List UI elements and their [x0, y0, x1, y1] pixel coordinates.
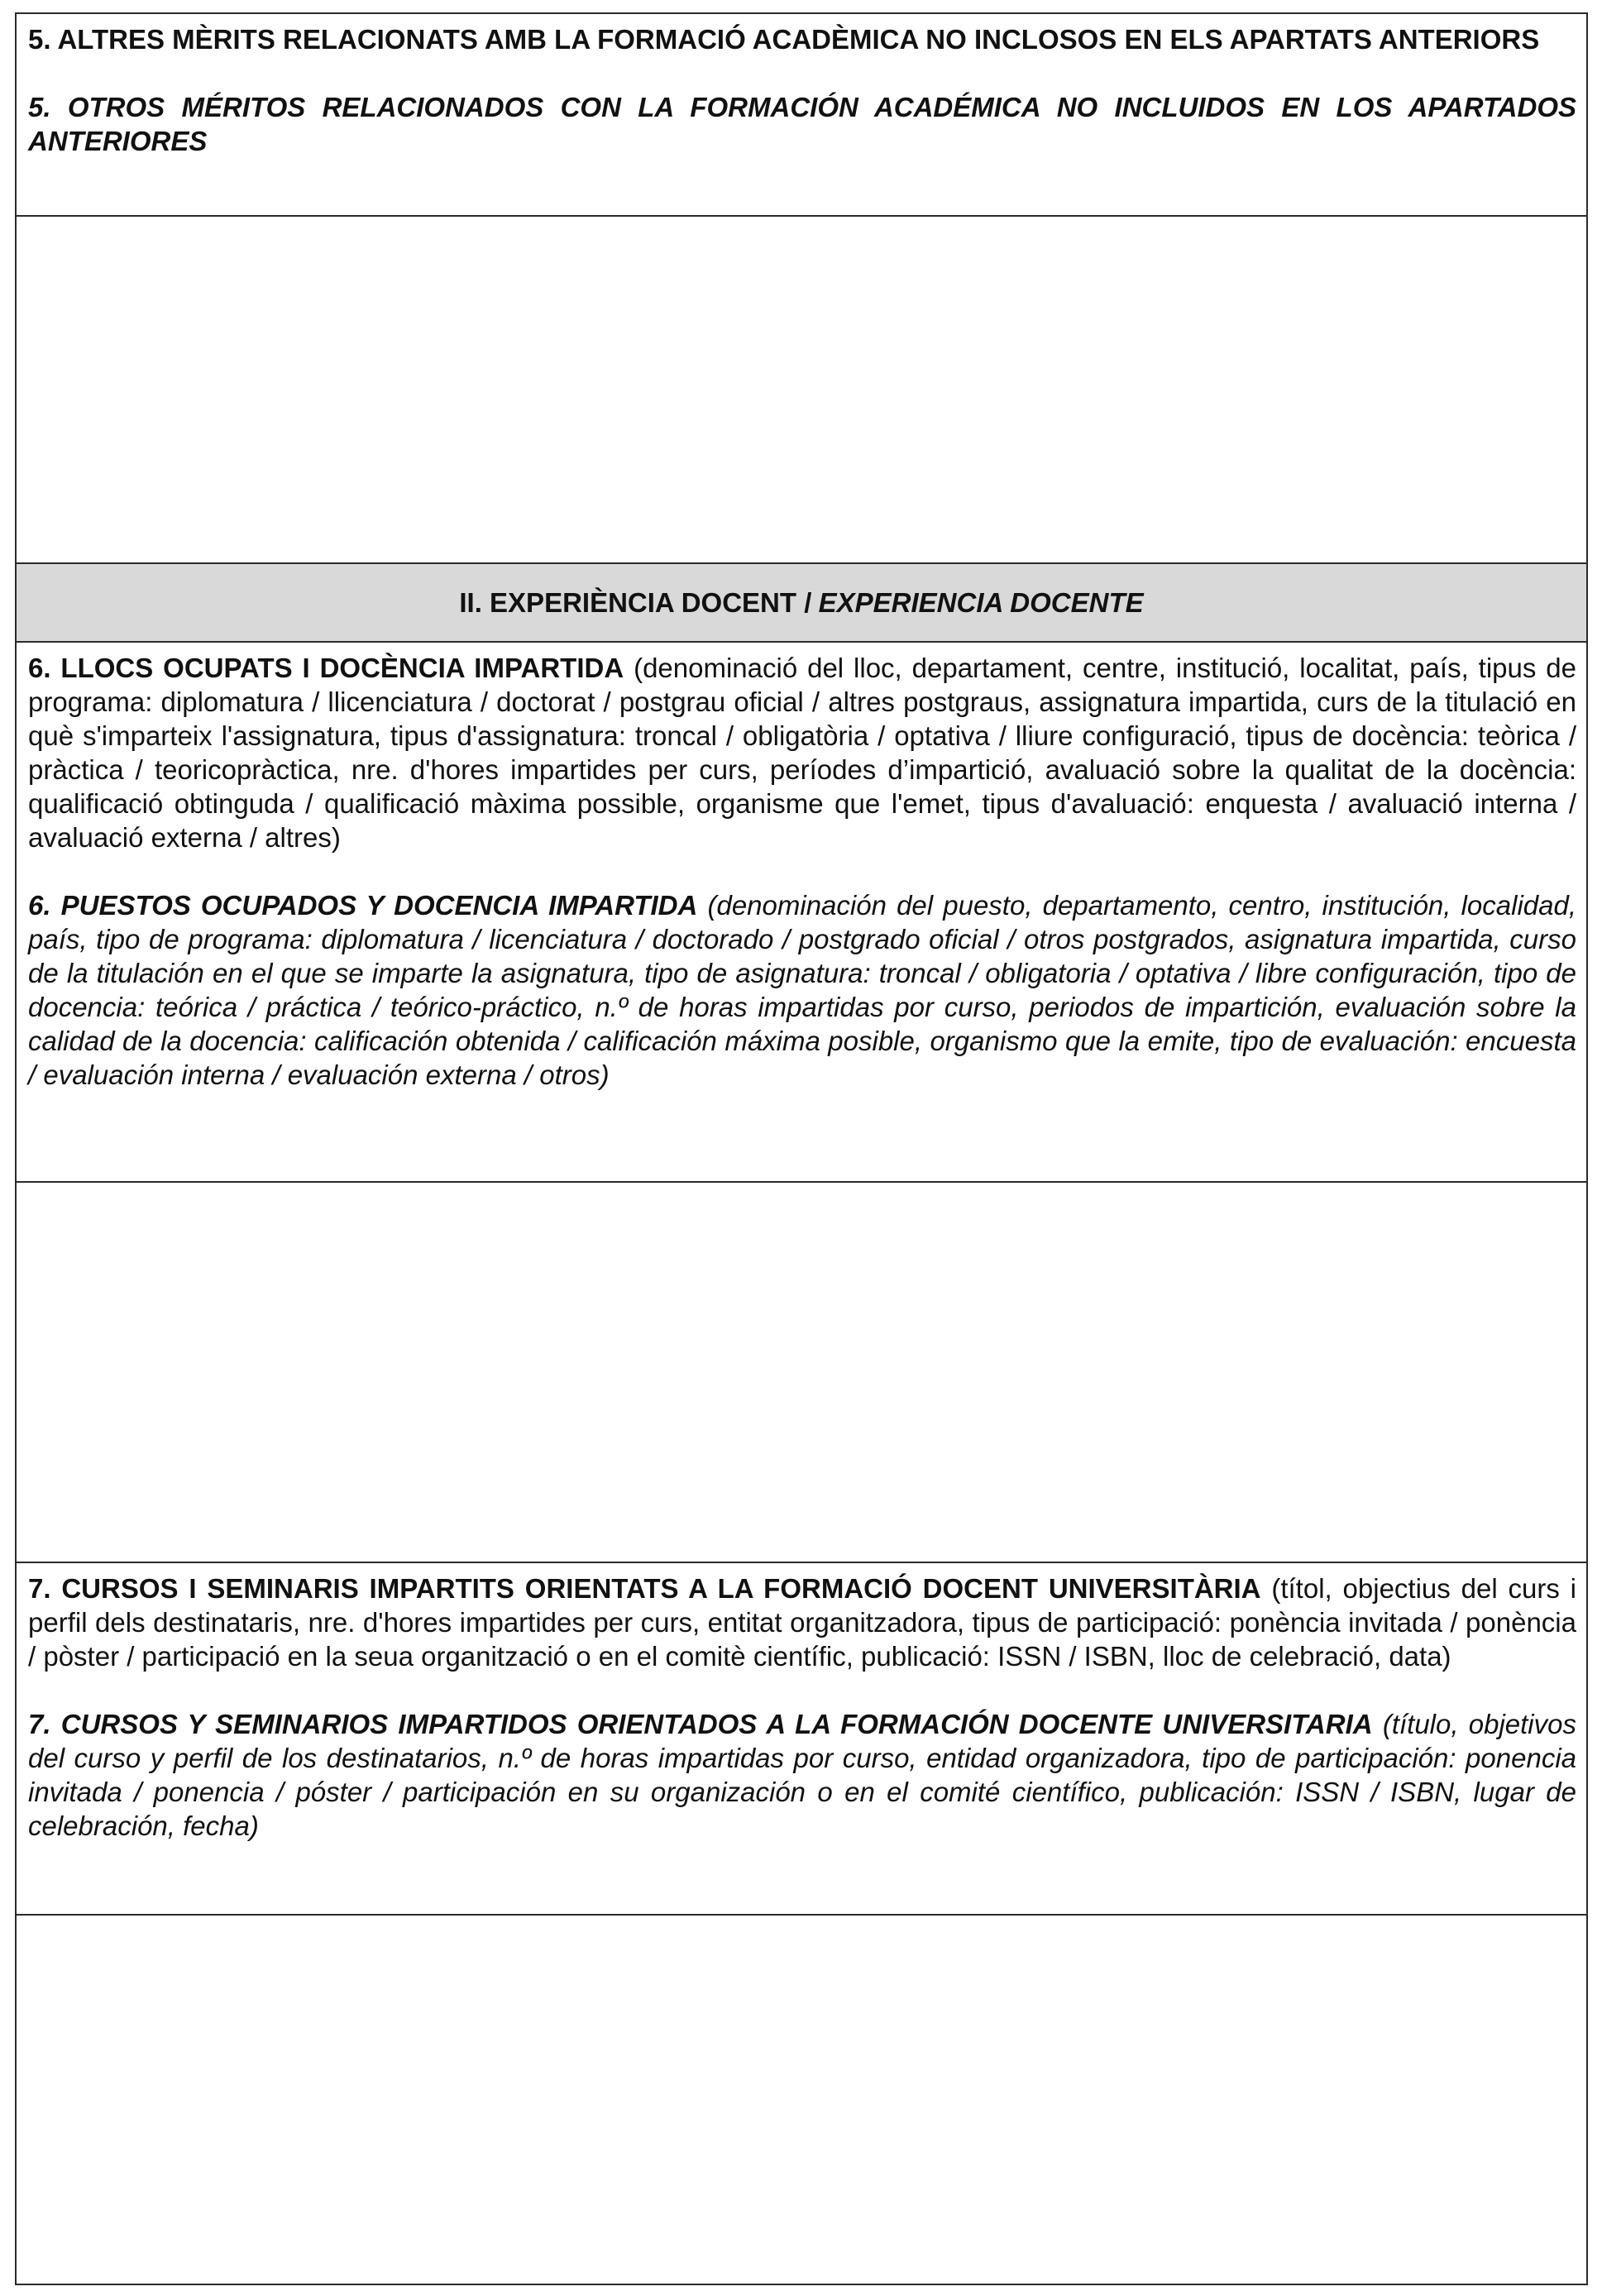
section-5-answer-area[interactable] [17, 217, 1586, 564]
section-7-heading-catalan: 7. CURSOS I SEMINARIS IMPARTITS ORIENTATS A LA FORMACIÓ DOCENT UNIVERSITÀRIA [28, 1573, 1261, 1604]
section-7-description-spanish: (título, objetivos del curso y perfil de los destinatarios, n.º de horas impartidas por curso, entidad organizadora, tipo de participación: ponencia invitada / ponencia / póster / participación en su organización o en el comité científico, publicación: ISSN / ISBN, lugar de celebración, fecha) [28, 1709, 1576, 1841]
section-7-text-catalan [28, 1571, 1576, 1673]
section-ii-header [17, 564, 1586, 643]
section-6-heading-catalan: 6. LLOCS OCUPATS I DOCÈNCIA IMPARTIDA [28, 653, 624, 683]
section-6-text-catalan [28, 651, 1576, 854]
cv-form-page [15, 12, 1588, 2285]
section-6-description-spanish: (denominación del puesto, departamento, centro, institución, localidad, país, tipo de programa: diplomatura / licenciatura / doctorado / postgrado oficial / otros postgrados, asignatura impartida, curso de la titulación en el que se imparte la asignatura, tipo de asignatura: troncal / obligatoria / optativa / libre configuración, tipo de docencia: teórica / práctica / teórico-práctico, n.º de horas impartidas por curso, periodos de impartición, evaluación sobre la calidad de la docencia: calificación obtenida / calificación máxima posible, organismo que la emite, tipo de evaluación: encuesta / evaluación interna / evaluación externa / otros) [28, 890, 1577, 1090]
section-ii-title-catalan: II. EXPERIÈNCIA DOCENT / [459, 586, 812, 618]
section-6-heading-spanish: 6. PUESTOS OCUPADOS Y DOCENCIA IMPARTIDA [28, 890, 698, 921]
section-5-heading-catalan: 5. ALTRES MÈRITS RELACIONATS AMB LA FORMACIÓ ACADÈMICA NO INCLOSOS EN ELS APARTATS ANTERIORS [28, 24, 1540, 55]
section-6-heading-cell [17, 643, 1586, 1183]
section-6-answer-area[interactable] [17, 1183, 1586, 1563]
section-7-heading-spanish: 7. CURSOS Y SEMINARIOS IMPARTIDOS ORIENTADOS A LA FORMACIÓN DOCENTE UNIVERSITARIA [28, 1709, 1373, 1739]
section-7-answer-area[interactable] [17, 1916, 1586, 2284]
section-6-text-spanish [28, 888, 1576, 1092]
section-7-heading-cell [17, 1563, 1586, 1916]
section-7-text-spanish [28, 1707, 1576, 1843]
section-5-heading-spanish: 5. OTROS MÉRITOS RELACIONADOS CON LA FORMACIÓN ACADÉMICA NO INCLUIDOS EN LOS APARTADOS ANTERIORES [28, 92, 1576, 156]
section-6-description-catalan: (denominació del lloc, departament, centre, institució, localitat, país, tipus de programa: diplomatura / llicenciatura / doctorat / postgrau oficial / altres postgraus, assignatura impartida, curs de la titulació en què s'imparteix l'assignatura, tipus d'assignatura: troncal / obligatòria / optativa / lliure configuració, tipus de docència: teòrica / pràctica / teoricopràctica, nre. d'hores impartides per curs, períodes d’impartició, avaluació sobre la qualitat de la docència: qualificació obtinguda / qualificació màxima possible, organisme que l'emet, tipus d'avaluació: enquesta / avaluació interna / avaluació externa / altres) [28, 653, 1576, 853]
section-7-description-catalan: (títol, objectius del curs i perfil dels destinataris, nre. d'hores impartides per curs, entitat organitzadora, tipus de participació: ponència invitada / ponència / pòster / participació en la seua organització o en el comitè científic, publicació: ISSN / ISBN, lloc de celebració, data) [28, 1573, 1576, 1672]
section-ii-title-spanish: EXPERIENCIA DOCENTE [818, 586, 1144, 618]
section-5-heading-cell [17, 14, 1586, 217]
